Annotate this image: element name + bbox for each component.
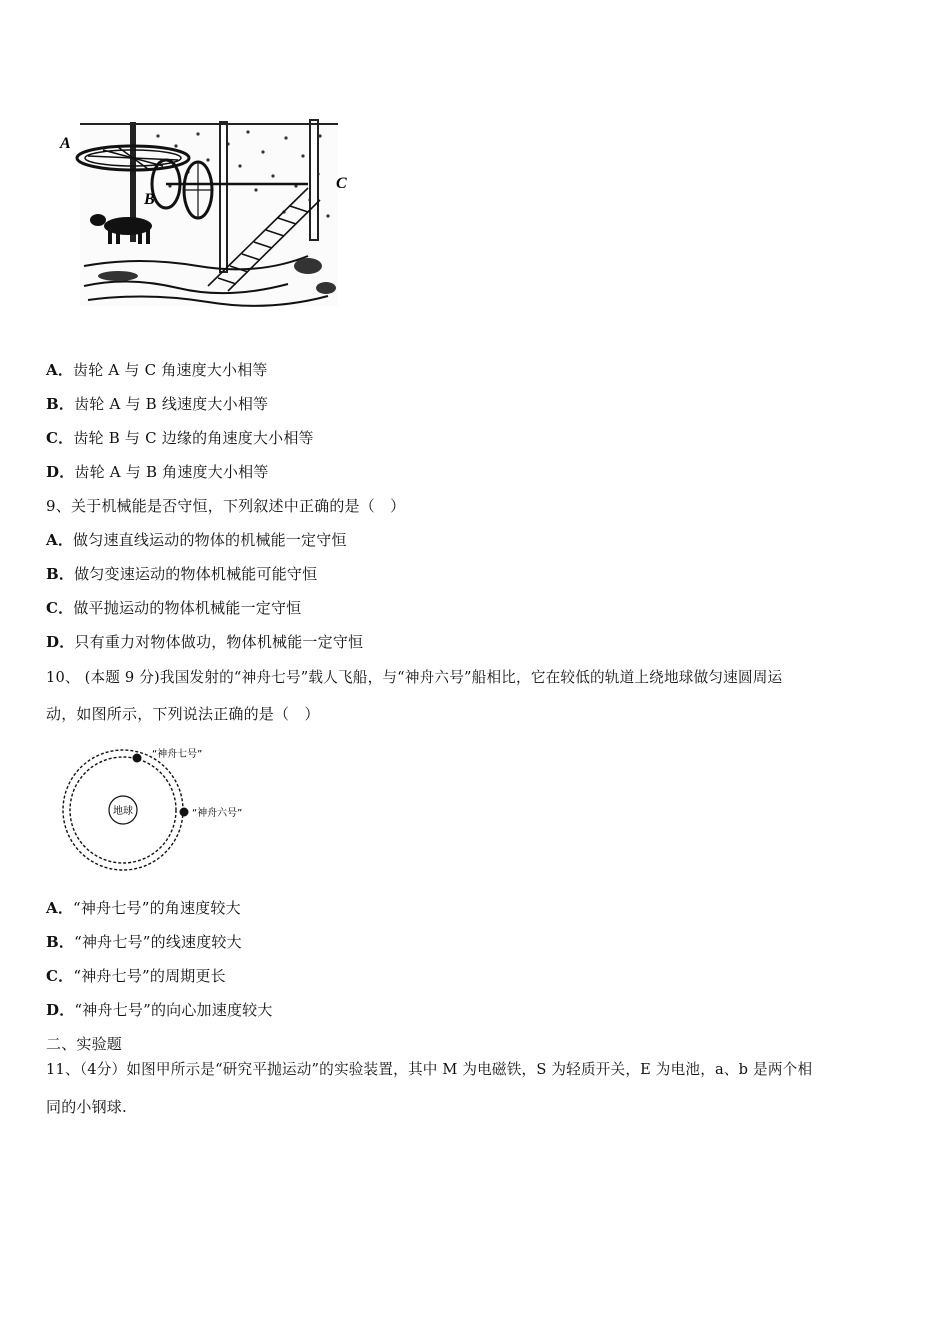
- ship6-label: “神舟六号”: [192, 808, 243, 819]
- q8-option-a: A．齿轮 A 与 C 角速度大小相等: [46, 361, 268, 379]
- q10-option-a: A．“神舟七号”的角速度较大: [46, 899, 241, 917]
- gear-label-c: C: [336, 175, 347, 192]
- q11-stem-line2: 同的小钢球.: [46, 1098, 127, 1116]
- ship6-dot: [180, 808, 189, 817]
- q8-option-b: B．齿轮 A 与 B 线速度大小相等: [46, 395, 269, 413]
- ship7-label: “神舟七号”: [152, 749, 203, 760]
- q9-stem: 9、关于机械能是否守恒，下列叙述中正确的是（ ）: [46, 497, 406, 515]
- q8-option-d: D．齿轮 A 与 B 角速度大小相等: [46, 463, 269, 481]
- q9-option-c: C．做平抛运动的物体机械能一定守恒: [46, 599, 302, 617]
- gear-label-b: B: [144, 191, 155, 208]
- q8-option-c: C．齿轮 B 与 C 边缘的角速度大小相等: [46, 429, 314, 447]
- q9-option-d: D．只有重力对物体做功，物体机械能一定守恒: [46, 633, 364, 651]
- q10-option-c: C．“神舟七号”的周期更长: [46, 967, 226, 985]
- q11-stem-line1: 11、（4分）如图甲所示是“研究平抛运动”的实验装置，其中 M 为电磁铁，S 为轻质开关，E 为电池，a、b 是两个相: [46, 1061, 813, 1078]
- gear-label-a: A: [60, 135, 71, 152]
- waterwheel-figure: [58, 116, 358, 312]
- section-title: 二、实验题: [46, 1035, 123, 1053]
- q9-option-b: B．做匀变速运动的物体机械能可能守恒: [46, 565, 318, 583]
- q10-stem-line2: 动，如图所示，下列说法正确的是（ ）: [46, 705, 320, 723]
- q10-option-d: D．“神舟七号”的向心加速度较大: [46, 1001, 273, 1019]
- earth-label: 地球: [113, 806, 133, 817]
- q10-option-b: B．“神舟七号”的线速度较大: [46, 933, 242, 951]
- orbit-figure: [56, 742, 266, 872]
- ship7-dot: [133, 754, 142, 763]
- q10-stem-line1: 10、 (本题 9 分)我国发射的“神舟七号”载人飞船，与“神舟六号”船相比，它在较低的轨道上绕地球做匀速圆周运: [46, 669, 783, 686]
- q9-option-a: A．做匀速直线运动的物体的机械能一定守恒: [46, 531, 347, 549]
